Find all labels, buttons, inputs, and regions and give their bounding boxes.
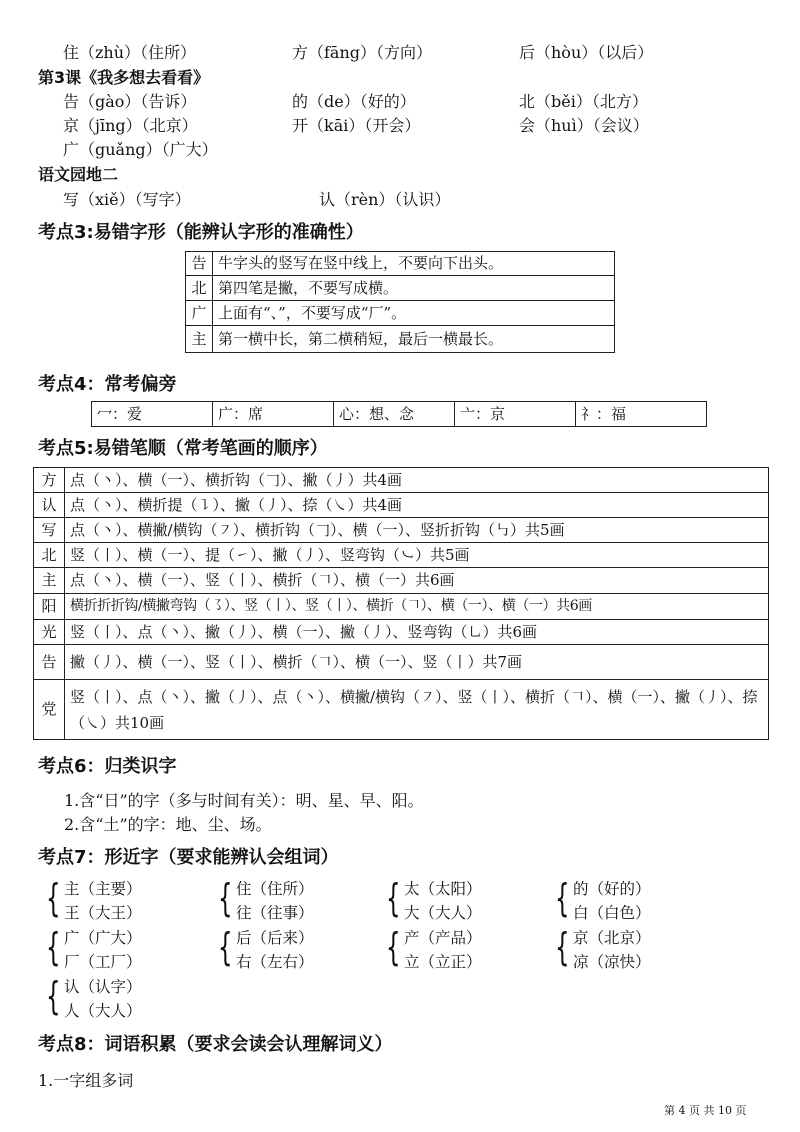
brace-icon: {	[46, 974, 61, 1018]
kaodian4-table	[91, 401, 707, 427]
table-row	[34, 680, 769, 740]
desc-cell: 上面有“、”，不要写成“厂”。	[213, 301, 615, 326]
stroke-cell: 点（丶）、横折提（㇊）、撇（丿）、捺（㇏）共4画	[65, 493, 769, 518]
stroke-cell: 点（丶）、横（一）、竖（丨）、横折（𠃍）、横（一）共6画	[65, 568, 769, 594]
kaodian8-title: 考点8：词语积累（要求会读会认理解词义）	[38, 1034, 393, 1055]
table-row	[186, 326, 615, 353]
radical-cell: 冖：爱	[92, 402, 213, 427]
brace-icon: {	[555, 876, 570, 920]
table-row	[186, 252, 615, 276]
stroke-cell: 点（丶）、横（一）、横折钩（𠃌）、撇（丿）共4画	[65, 468, 769, 493]
char-cell: 北	[34, 543, 65, 568]
stroke-cell: 横折折折钩/横撇弯钩（㇌）、竖（丨）、竖（丨）、横折（𠃍）、横（一）、横（一）共6画	[65, 594, 769, 620]
table-row	[34, 468, 769, 493]
radical-cell: 广：席	[213, 402, 334, 427]
radical-cell: 礻：福	[576, 402, 707, 427]
list-item: 2.含“土”的字：地、尘、场。	[64, 815, 272, 834]
stroke-cell: 竖（丨）、点（丶）、撇（丿）、横（一）、撇（丿）、竖弯钩（㇟）共6画	[65, 620, 769, 645]
table-row	[34, 543, 769, 568]
group-word: 大（大人）	[404, 904, 482, 922]
vocab-item: 会（huì）（会议）	[519, 116, 649, 135]
vocab-item: 北（běi）（北方）	[519, 92, 648, 111]
vocab-item: 写（xiě）（写字）	[63, 190, 191, 209]
radical-cell: 亠：京	[455, 402, 576, 427]
table-row	[34, 493, 769, 518]
lesson3-title: 第3课《我多想去看看》	[38, 68, 210, 87]
group-word: 立（立正）	[404, 953, 482, 971]
kaodian5-table	[33, 467, 769, 740]
group-word: 王（大王）	[64, 904, 142, 922]
page-number: 第 4 页 共 10 页	[664, 1104, 747, 1117]
list-item: 1.含“日”的字（多与时间有关）：明、星、早、阳。	[64, 791, 424, 810]
vocab-item: 后（hòu）（以后）	[519, 43, 654, 62]
desc-cell: 第一横中长，第二横稍短，最后一横最长。	[213, 326, 615, 353]
char-cell: 主	[186, 326, 213, 353]
char-cell: 主	[34, 568, 65, 594]
vocab-item: 认（rèn）（认识）	[319, 190, 451, 209]
stroke-cell: 竖（丨）、点（丶）、撇（丿）、点（丶）、横撇/横钩（㇇）、竖（丨）、横折（𠃍）、横（一）、撇（丿）、捺（㇏）共10画	[65, 680, 769, 740]
group-word: 认（认字）	[64, 978, 142, 996]
char-cell: 党	[34, 680, 65, 740]
group-word: 往（往事）	[236, 904, 314, 922]
brace-icon: {	[386, 925, 401, 969]
kaodian4-title: 考点4：常考偏旁	[38, 374, 177, 395]
table-row	[34, 594, 769, 620]
brace-icon: {	[218, 876, 233, 920]
vocab-item: 方（fāng）（方向）	[292, 43, 433, 62]
char-cell: 告	[34, 645, 65, 680]
radical-cell: 心：想、念	[334, 402, 455, 427]
vocab-item: 京（jīng）（北京）	[63, 116, 198, 135]
vocab-item: 开（kāi）（开会）	[292, 116, 421, 135]
group-word: 后（后来）	[236, 929, 314, 947]
kaodian6-title: 考点6：归类识字	[38, 756, 177, 777]
group-word: 右（左右）	[236, 953, 314, 971]
group-word: 住（住所）	[236, 880, 314, 898]
brace-icon: {	[555, 925, 570, 969]
group-word: 京（北京）	[573, 929, 651, 947]
char-cell: 认	[34, 493, 65, 518]
char-cell: 光	[34, 620, 65, 645]
group-word: 主（主要）	[64, 880, 142, 898]
brace-icon: {	[46, 925, 61, 969]
table-row	[34, 645, 769, 680]
char-cell: 写	[34, 518, 65, 543]
group-word: 人（大人）	[64, 1002, 142, 1020]
vocab-item: 的（de）（好的）	[292, 92, 416, 111]
brace-icon: {	[218, 925, 233, 969]
kaodian5-title: 考点5:易错笔顺（常考笔画的顺序）	[38, 438, 328, 459]
group-word: 白（白色）	[573, 904, 651, 922]
table-row	[186, 301, 615, 326]
kaodian7-title: 考点7：形近字（要求能辨认会组词）	[38, 847, 339, 868]
brace-icon: {	[46, 876, 61, 920]
desc-cell: 牛字头的竖写在竖中线上，不要向下出头。	[213, 252, 615, 276]
table-row	[92, 402, 707, 427]
vocab-item: 住（zhù）（住所）	[63, 43, 197, 62]
group-word: 的（好的）	[573, 880, 651, 898]
stroke-cell: 撇（丿）、横（一）、竖（丨）、横折（𠃍）、横（一）、竖（丨）共7画	[65, 645, 769, 680]
table-row	[34, 518, 769, 543]
desc-cell: 第四笔是撇，不要写成横。	[213, 276, 615, 301]
vocab-item: 告（gào）（告诉）	[63, 92, 197, 111]
kaodian3-table	[185, 251, 615, 353]
garden2-title: 语文园地二	[38, 165, 119, 184]
vocab-item: 广（guǎng）（广大）	[63, 140, 218, 159]
group-word: 太（太阳）	[404, 880, 482, 898]
stroke-cell: 竖（丨）、横（一）、提（㇀）、撇（丿）、竖弯钩（㇃）共5画	[65, 543, 769, 568]
char-cell: 北	[186, 276, 213, 301]
group-word: 厂（工厂）	[64, 953, 142, 971]
table-row	[186, 276, 615, 301]
char-cell: 广	[186, 301, 213, 326]
stroke-cell: 点（丶）、横撇/横钩（㇇）、横折钩（𠃌）、横（一）、竖折折钩（㇉）共5画	[65, 518, 769, 543]
char-cell: 阳	[34, 594, 65, 620]
kaodian8-subheading: 1.一字组多词	[38, 1071, 134, 1090]
char-cell: 告	[186, 252, 213, 276]
brace-icon: {	[386, 876, 401, 920]
char-cell: 方	[34, 468, 65, 493]
group-word: 凉（凉快）	[573, 953, 651, 971]
group-word: 产（产品）	[404, 929, 482, 947]
group-word: 广（广大）	[64, 929, 142, 947]
table-row	[34, 568, 769, 594]
kaodian3-title: 考点3:易错字形（能辨认字形的准确性）	[38, 222, 364, 243]
table-row	[34, 620, 769, 645]
